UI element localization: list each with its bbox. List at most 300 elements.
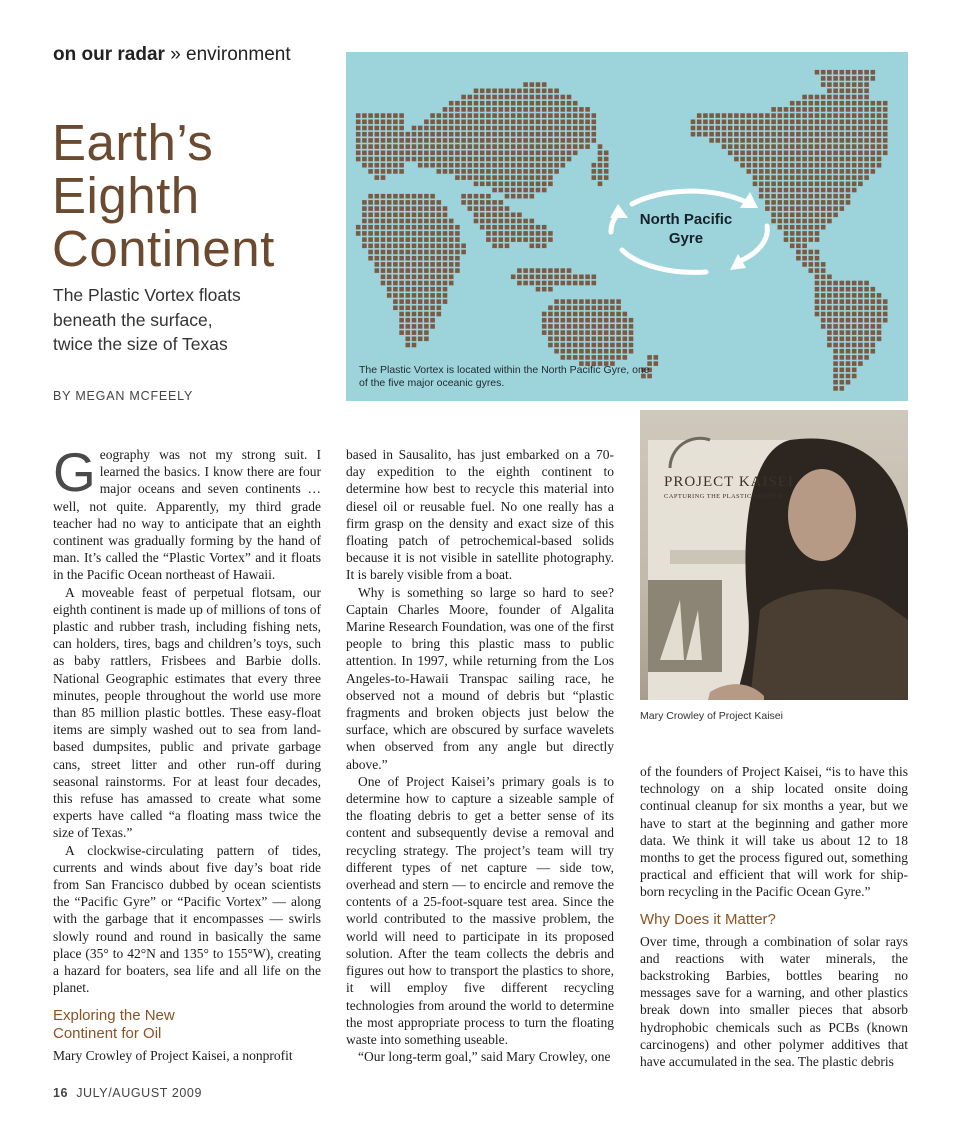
land-dot	[864, 175, 869, 180]
land-dot	[511, 182, 516, 187]
land-dot	[399, 318, 404, 323]
land-dot	[610, 330, 615, 335]
land-dot	[418, 231, 423, 236]
land-dot	[567, 299, 572, 304]
land-dot	[381, 250, 386, 255]
land-dot	[567, 330, 572, 335]
land-dot	[511, 157, 516, 162]
land-dot	[604, 306, 609, 311]
land-dot	[778, 188, 783, 193]
land-dot	[381, 219, 386, 224]
land-dot	[846, 287, 851, 292]
land-dot	[449, 151, 454, 156]
land-dot	[399, 138, 404, 143]
land-dot	[399, 287, 404, 292]
land-dot	[499, 200, 504, 205]
land-dot	[840, 188, 845, 193]
land-dot	[536, 89, 541, 94]
land-dot	[480, 175, 485, 180]
land-dot	[573, 337, 578, 342]
land-dot	[802, 219, 807, 224]
land-dot	[809, 188, 814, 193]
land-dot	[368, 250, 373, 255]
land-dot	[492, 182, 497, 187]
land-dot	[362, 231, 367, 236]
land-dot	[393, 281, 398, 286]
land-dot	[474, 89, 479, 94]
land-dot	[499, 244, 504, 249]
land-dot	[406, 343, 411, 348]
land-dot	[499, 151, 504, 156]
land-dot	[598, 157, 603, 162]
land-dot	[747, 151, 752, 156]
land-dot	[523, 95, 528, 100]
land-dot	[418, 299, 423, 304]
land-dot	[821, 95, 826, 100]
land-dot	[430, 213, 435, 218]
land-dot	[561, 281, 566, 286]
land-dot	[480, 206, 485, 211]
land-dot	[883, 126, 888, 131]
land-dot	[883, 113, 888, 118]
land-dot	[511, 126, 516, 131]
land-dot	[399, 281, 404, 286]
land-dot	[809, 138, 814, 143]
land-dot	[468, 113, 473, 118]
land-dot	[852, 89, 857, 94]
land-dot	[616, 355, 621, 360]
land-dot	[548, 120, 553, 125]
land-dot	[864, 95, 869, 100]
land-dot	[511, 120, 516, 125]
land-dot	[554, 144, 559, 149]
land-dot	[840, 95, 845, 100]
land-dot	[592, 113, 597, 118]
land-dot	[368, 194, 373, 199]
land-dot	[747, 126, 752, 131]
land-dot	[492, 151, 497, 156]
land-dot	[840, 380, 845, 385]
land-dot	[765, 157, 770, 162]
land-dot	[486, 132, 491, 137]
land-dot	[375, 132, 380, 137]
land-dot	[573, 120, 578, 125]
land-dot	[424, 219, 429, 224]
land-dot	[858, 343, 863, 348]
land-dot	[858, 361, 863, 366]
land-dot	[530, 219, 535, 224]
land-dot	[480, 163, 485, 168]
land-dot	[375, 237, 380, 242]
land-dot	[399, 219, 404, 224]
land-dot	[579, 337, 584, 342]
land-dot	[858, 76, 863, 81]
land-dot	[821, 200, 826, 205]
land-dot	[815, 101, 820, 106]
land-dot	[406, 250, 411, 255]
land-dot	[393, 293, 398, 298]
land-dot	[871, 343, 876, 348]
land-dot	[486, 120, 491, 125]
land-dot	[430, 318, 435, 323]
land-dot	[455, 138, 460, 143]
land-dot	[585, 306, 590, 311]
land-dot	[424, 268, 429, 273]
land-dot	[623, 318, 628, 323]
land-dot	[505, 169, 510, 174]
land-dot	[406, 132, 411, 137]
land-dot	[437, 132, 442, 137]
land-dot	[505, 157, 510, 162]
land-dot	[833, 355, 838, 360]
land-dot	[393, 262, 398, 267]
land-dot	[784, 169, 789, 174]
land-dot	[610, 343, 615, 348]
land-dot	[523, 144, 528, 149]
land-dot	[430, 200, 435, 205]
portrait-photo	[640, 410, 908, 700]
land-dot	[418, 163, 423, 168]
land-dot	[802, 132, 807, 137]
land-dot	[840, 113, 845, 118]
land-dot	[368, 237, 373, 242]
land-dot	[846, 82, 851, 87]
land-dot	[474, 138, 479, 143]
land-dot	[412, 244, 417, 249]
land-dot	[821, 144, 826, 149]
land-dot	[790, 157, 795, 162]
land-dot	[554, 163, 559, 168]
land-dot	[561, 107, 566, 112]
land-dot	[579, 306, 584, 311]
land-dot	[765, 169, 770, 174]
land-dot	[740, 157, 745, 162]
land-dot	[833, 200, 838, 205]
land-dot	[499, 231, 504, 236]
land-dot	[821, 113, 826, 118]
land-dot	[387, 293, 392, 298]
land-dot	[592, 318, 597, 323]
land-dot	[393, 225, 398, 230]
land-dot	[579, 355, 584, 360]
land-dot	[517, 188, 522, 193]
land-dot	[833, 349, 838, 354]
land-dot	[542, 244, 547, 249]
land-dot	[449, 144, 454, 149]
land-dot	[759, 132, 764, 137]
land-dot	[864, 132, 869, 137]
land-dot	[877, 126, 882, 131]
land-dot	[784, 138, 789, 143]
land-dot	[771, 188, 776, 193]
land-dot	[585, 126, 590, 131]
land-dot	[381, 206, 386, 211]
land-dot	[548, 343, 553, 348]
land-dot	[852, 175, 857, 180]
land-dot	[418, 237, 423, 242]
land-dot	[387, 287, 392, 292]
land-dot	[871, 324, 876, 329]
land-dot	[623, 343, 628, 348]
land-dot	[499, 120, 504, 125]
land-dot	[486, 95, 491, 100]
land-dot	[740, 113, 745, 118]
land-dot	[492, 231, 497, 236]
land-dot	[486, 151, 491, 156]
land-dot	[771, 175, 776, 180]
land-dot	[449, 256, 454, 261]
land-dot	[468, 132, 473, 137]
land-dot	[815, 107, 820, 112]
land-dot	[486, 113, 491, 118]
land-dot	[486, 101, 491, 106]
land-dot	[883, 101, 888, 106]
land-dot	[505, 113, 510, 118]
land-dot	[499, 169, 504, 174]
land-dot	[802, 138, 807, 143]
land-dot	[840, 355, 845, 360]
land-dot	[579, 107, 584, 112]
land-dot	[536, 188, 541, 193]
land-dot	[362, 225, 367, 230]
land-dot	[424, 194, 429, 199]
land-dot	[759, 144, 764, 149]
land-dot	[492, 213, 497, 218]
land-dot	[375, 213, 380, 218]
land-dot	[864, 312, 869, 317]
land-dot	[437, 225, 442, 230]
land-dot	[368, 200, 373, 205]
land-dot	[536, 244, 541, 249]
land-dot	[840, 163, 845, 168]
land-dot	[883, 151, 888, 156]
land-dot	[864, 82, 869, 87]
land-dot	[771, 194, 776, 199]
land-dot	[430, 126, 435, 131]
land-dot	[430, 225, 435, 230]
land-dot	[387, 231, 392, 236]
land-dot	[840, 101, 845, 106]
land-dot	[437, 268, 442, 273]
land-dot	[877, 318, 882, 323]
land-dot	[796, 120, 801, 125]
land-dot	[399, 299, 404, 304]
gyre-arrow-bottom	[622, 250, 706, 272]
land-dot	[505, 188, 510, 193]
land-dot	[517, 194, 522, 199]
land-dot	[883, 132, 888, 137]
land-dot	[480, 120, 485, 125]
land-dot	[474, 113, 479, 118]
land-dot	[802, 244, 807, 249]
land-dot	[536, 138, 541, 143]
land-dot	[815, 250, 820, 255]
land-dot	[418, 312, 423, 317]
land-dot	[424, 318, 429, 323]
land-dot	[381, 268, 386, 273]
land-dot	[815, 138, 820, 143]
land-dot	[567, 101, 572, 106]
land-dot	[796, 163, 801, 168]
land-dot	[858, 138, 863, 143]
land-dot	[399, 157, 404, 162]
land-dot	[368, 132, 373, 137]
land-dot	[802, 126, 807, 131]
land-dot	[815, 169, 820, 174]
article-paragraph	[53, 441, 321, 584]
land-dot	[399, 225, 404, 230]
land-dot	[412, 256, 417, 261]
land-dot	[492, 169, 497, 174]
poster-subtitle: CAPTURING THE PLASTIC VORTEX	[664, 493, 783, 500]
land-dot	[468, 95, 473, 100]
land-dot	[796, 132, 801, 137]
land-dot	[846, 101, 851, 106]
land-dot	[505, 89, 510, 94]
land-dot	[846, 188, 851, 193]
land-dot	[412, 225, 417, 230]
land-dot	[387, 138, 392, 143]
land-dot	[393, 299, 398, 304]
land-dot	[406, 200, 411, 205]
land-dot	[765, 144, 770, 149]
land-dot	[592, 163, 597, 168]
land-dot	[821, 287, 826, 292]
land-dot	[802, 194, 807, 199]
article-column-1	[53, 441, 321, 1064]
land-dot	[455, 120, 460, 125]
land-dot	[784, 231, 789, 236]
land-dot	[461, 250, 466, 255]
land-dot	[523, 225, 528, 230]
land-dot	[616, 324, 621, 329]
land-dot	[864, 355, 869, 360]
land-dot	[852, 132, 857, 137]
land-dot	[517, 225, 522, 230]
land-dot	[499, 89, 504, 94]
land-dot	[846, 107, 851, 112]
land-dot	[381, 213, 386, 218]
land-dot	[827, 306, 832, 311]
land-dot	[827, 324, 832, 329]
land-dot	[846, 343, 851, 348]
land-dot	[802, 151, 807, 156]
land-dot	[827, 95, 832, 100]
land-dot	[585, 355, 590, 360]
land-dot	[871, 70, 876, 75]
land-dot	[505, 175, 510, 180]
land-dot	[523, 169, 528, 174]
land-dot	[883, 138, 888, 143]
land-dot	[573, 281, 578, 286]
land-dot	[802, 206, 807, 211]
land-dot	[846, 157, 851, 162]
land-dot	[461, 151, 466, 156]
land-dot	[548, 107, 553, 112]
land-dot	[430, 113, 435, 118]
land-dot	[598, 299, 603, 304]
land-dot	[790, 132, 795, 137]
land-dot	[759, 113, 764, 118]
land-dot	[375, 175, 380, 180]
land-dot	[554, 151, 559, 156]
land-dot	[821, 225, 826, 230]
land-dot	[567, 120, 572, 125]
land-dot	[424, 275, 429, 280]
land-dot	[790, 225, 795, 230]
land-dot	[499, 163, 504, 168]
land-dot	[840, 330, 845, 335]
land-dot	[852, 374, 857, 379]
land-dot	[759, 169, 764, 174]
land-dot	[399, 244, 404, 249]
land-dot	[399, 262, 404, 267]
land-dot	[418, 318, 423, 323]
land-dot	[499, 132, 504, 137]
land-dot	[871, 138, 876, 143]
land-dot	[480, 107, 485, 112]
land-dot	[790, 231, 795, 236]
land-dot	[858, 120, 863, 125]
land-dot	[523, 151, 528, 156]
land-dot	[833, 89, 838, 94]
land-dot	[443, 287, 448, 292]
land-dot	[474, 219, 479, 224]
land-dot	[387, 237, 392, 242]
land-dot	[877, 157, 882, 162]
land-dot	[381, 120, 386, 125]
land-dot	[815, 299, 820, 304]
land-dot	[443, 231, 448, 236]
land-dot	[530, 175, 535, 180]
land-dot	[846, 132, 851, 137]
land-dot	[864, 169, 869, 174]
land-dot	[598, 318, 603, 323]
land-dot	[554, 318, 559, 323]
land-dot	[809, 113, 814, 118]
land-dot	[406, 206, 411, 211]
land-dot	[567, 312, 572, 317]
land-dot	[443, 237, 448, 242]
land-dot	[821, 324, 826, 329]
land-dot	[827, 138, 832, 143]
land-dot	[517, 144, 522, 149]
land-dot	[858, 349, 863, 354]
land-dot	[573, 126, 578, 131]
land-dot	[883, 107, 888, 112]
land-dot	[474, 163, 479, 168]
land-dot	[827, 151, 832, 156]
land-dot	[858, 318, 863, 323]
land-dot	[393, 256, 398, 261]
land-dot	[567, 281, 572, 286]
land-dot	[846, 355, 851, 360]
land-dot	[623, 349, 628, 354]
land-dot	[406, 213, 411, 218]
land-dot	[796, 244, 801, 249]
land-dot	[474, 182, 479, 187]
land-dot	[585, 120, 590, 125]
land-dot	[536, 287, 541, 292]
land-dot	[796, 194, 801, 199]
land-dot	[430, 306, 435, 311]
land-dot	[567, 337, 572, 342]
land-dot	[753, 175, 758, 180]
land-dot	[753, 144, 758, 149]
land-dot	[362, 200, 367, 205]
land-dot	[778, 169, 783, 174]
land-dot	[623, 324, 628, 329]
